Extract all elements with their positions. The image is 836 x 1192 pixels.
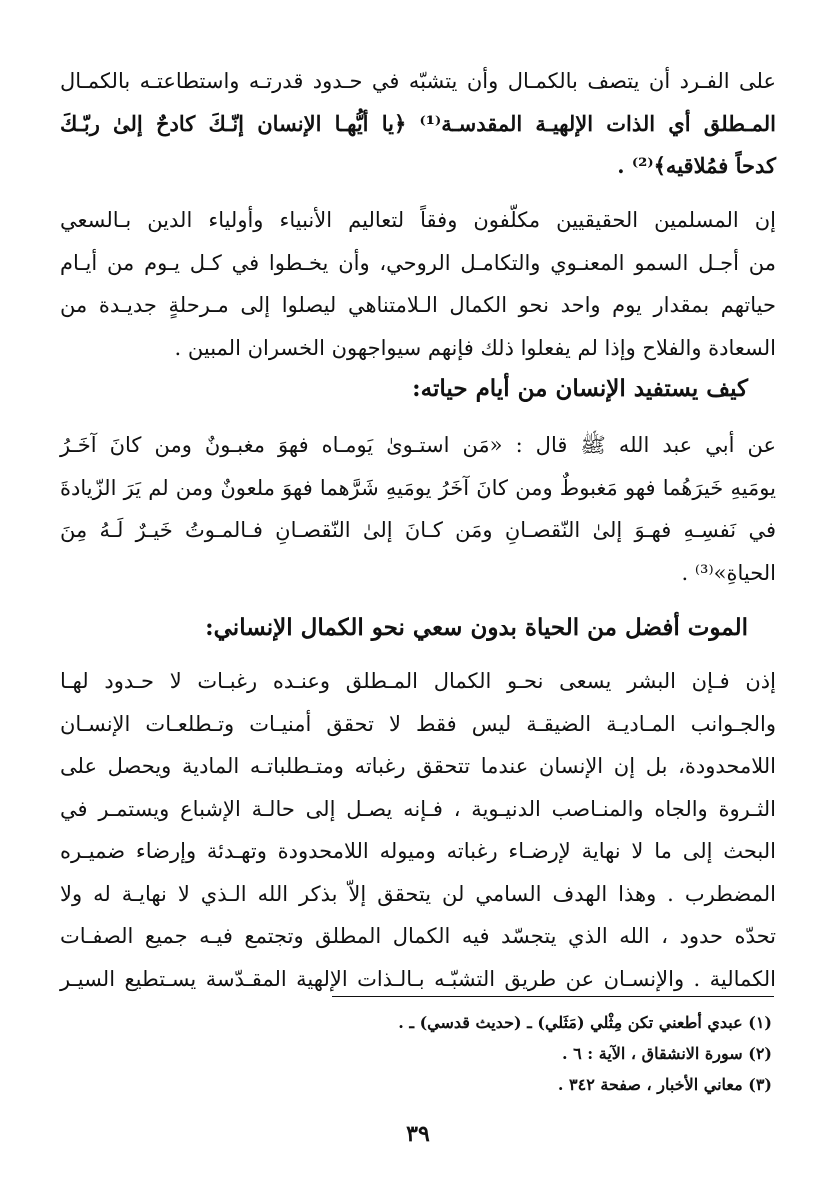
footnote: (٣) معاني الأخبار ، صفحة ٣٤٢ . xyxy=(557,1075,772,1094)
text-line: المـطلق أي الذات الإلهيـة المقدسـة⁽¹⁾ ﴿يا أيُّهـا الإنسان إنّـكَ كادحٌ إلىٰ ربّـكَ xyxy=(60,110,777,136)
paragraph-1 xyxy=(60,60,776,188)
paragraph-3 xyxy=(60,424,776,594)
text-line: من أجـل السمو المعنـوي والتكامـل الروحي، وأن يخـطوا في كـل يـوم من أيـام xyxy=(60,250,776,275)
text-line: يومَيهِ خَيرَهُما فهو مَغبوطٌ ومن كانَ آخَرُ يومَيهِ شَرَّهما فهوَ ملعونٌ ومن لم يَرَ الزّيادةَ xyxy=(60,475,776,500)
text-line: الثـروة والجاه والمنـاصب الدنيـوية ، فـإنه يصـل إلى حالـة الإشباع ويستمـر في xyxy=(60,796,776,821)
text-line: تحدّه حدود ، الله الذي يتجسّد فيه الكمال المطلق وتجتمع فيـه جميع الصفـات xyxy=(60,924,776,948)
footnote: (١) عبدي أطعني تكن مِثْلي (مَثَلي) ـ (حديث قدسي) ـ . xyxy=(398,1013,772,1032)
paragraph-4 xyxy=(60,660,776,1000)
text-line: كدحاً فمُلاقيه﴾⁽²⁾ . xyxy=(617,153,776,178)
text-line: إن المسلمين الحقيقيين مكلّفون وفقاً لتعاليم الأنبياء وأولياء الدين بـالسعي xyxy=(60,208,776,232)
footnote-separator xyxy=(332,996,774,997)
paragraph-2 xyxy=(60,199,776,369)
section-heading: كيف يستفيد الإنسان من أيام حياته: xyxy=(412,375,748,402)
text-line: على الفـرد أن يتصف بالكمـال وأن يتشبّه في حـدود قدرتـه واستطاعتـه بالكمـال xyxy=(60,69,776,93)
text-line: اللامحدودة، بل إن الإنسان عندما تتحقق رغباته ومتـطلباتـه المادية ويحصل على xyxy=(60,754,776,778)
text-line: السعادة والفلاح وإذا لم يفعلوا ذلك فإنهم سيواجهون الخسران المبين . xyxy=(174,335,776,360)
section-heading: الموت أفضل من الحياة بدون سعي نحو الكمال الإنساني: xyxy=(205,614,748,641)
text-line: عن أبي عبد الله ﷺ قال : «مَن استـوىٰ يَومـاه فهوَ مغبـونٌ ومن كانَ آخَـرُ xyxy=(60,433,776,457)
footnotes xyxy=(312,1007,772,1100)
text-line: إذن فـإن البشر يسعى نحـو الكمال المـطلق وعنـده رغبـات لا حـدود لهـا xyxy=(60,669,776,693)
text-line: حياتهم بمقدار يوم واحد نحو الكمال الـلامتناهي ليصلوا إلى مـرحلةٍ جديـدة من xyxy=(60,293,776,317)
text-line: والجـوانب المـاديـة الضيقـة ليس فقط لا تحقق أمنيـات وتـطلعـات الإنسـان xyxy=(60,711,776,736)
text-line: البحث إلى ما لا نهاية لإرضـاء رغباته وميوله اللامحدودة وتهـدئة وإرضاء ضميـره xyxy=(60,839,776,863)
text-line: الحياةِ»⁽³⁾ . xyxy=(681,560,776,585)
page-number: ٣٩ xyxy=(406,1121,430,1147)
text-line: الكمالية . والإنسـان عن طريق التشبّـه بـالـذات الإلهية المقـدّسة يسـتطيع السيـر xyxy=(60,966,776,991)
text-line: في نَفسِـهِ فهـوَ إلىٰ النّقصـانِ ومَن كـانَ إلىٰ النّقصـانِ فـالمـوتُ خَيـرٌ لَـهُ مِنَ xyxy=(60,518,776,542)
footnote: (٢) سورة الانشقاق ، الآية : ٦ . xyxy=(561,1044,772,1063)
text-line: المضطرب . وهذا الهدف السامي لن يتحقق إلاّ بذكر الله الـذي لا نهايـة له ولا xyxy=(60,881,776,906)
